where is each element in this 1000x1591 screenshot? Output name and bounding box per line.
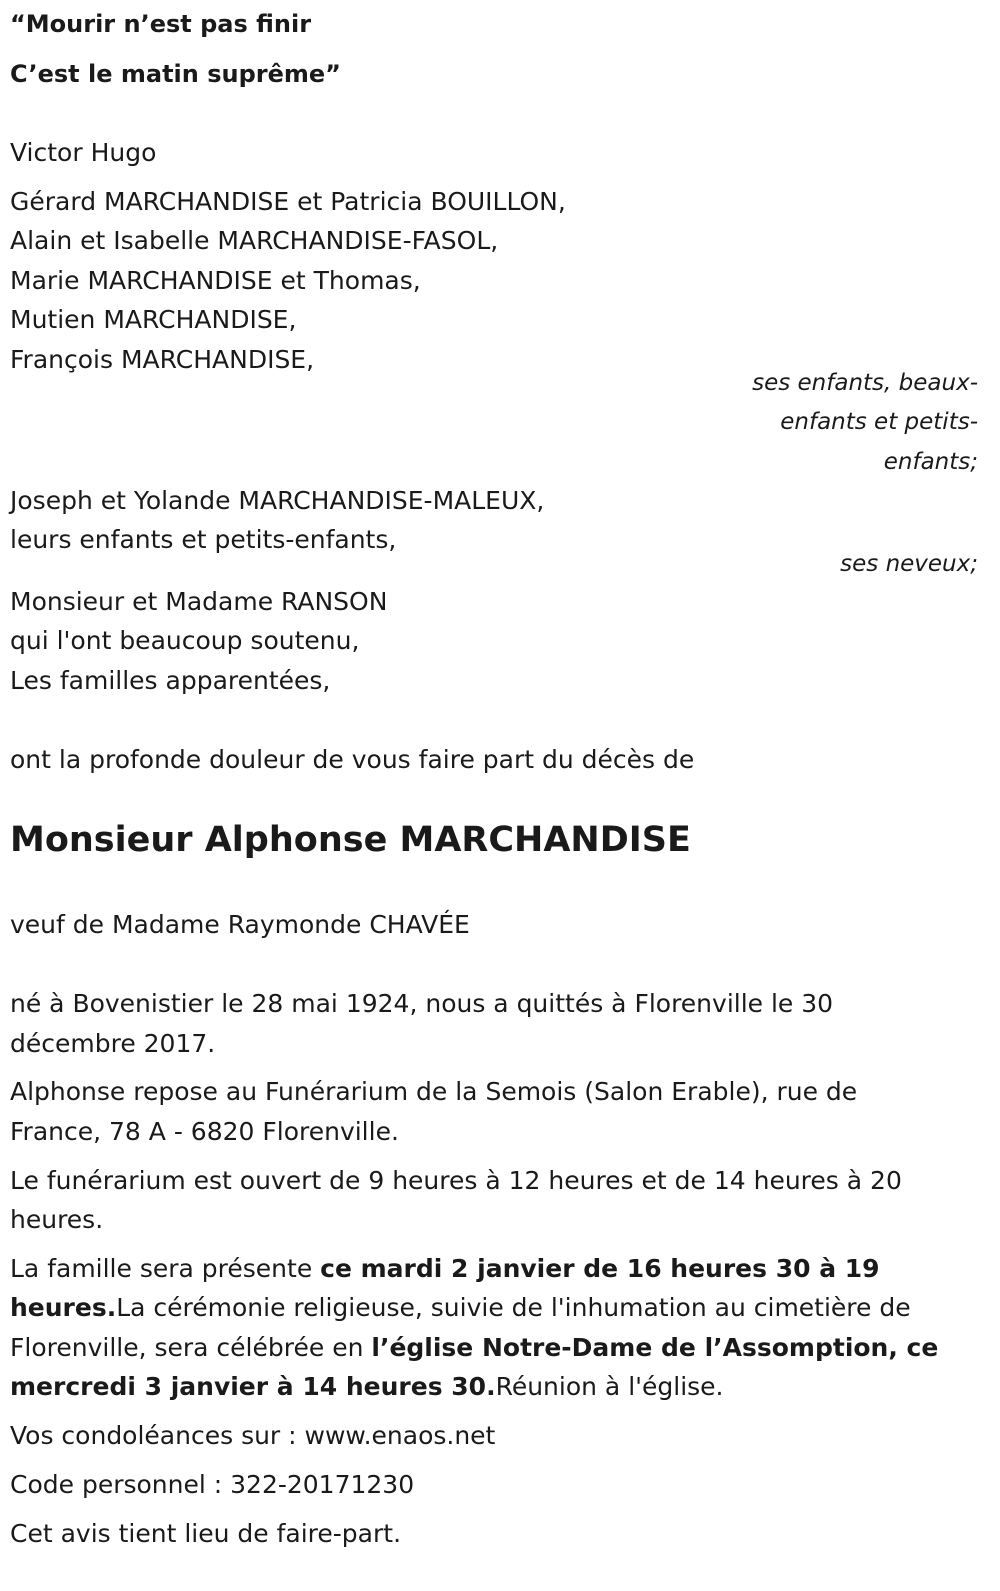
quote-line-1: “Mourir n’est pas finir [10,10,312,38]
ceremony-text: Florenville, sera célébrée en [10,1333,372,1362]
nephews-name: leurs enfants et petits-enfants, [10,525,397,554]
ceremony-line [10,1328,938,1368]
children-relation: enfants; [883,449,978,475]
nephews-name: Joseph et Yolande MARCHANDISE-MALEUX, [10,486,545,515]
hours-line: heures. [10,1205,104,1234]
visitation-time: heures. [10,1293,117,1322]
personal-code: Code personnel : 322-20171230 [10,1470,415,1499]
repose-line: France, 78 A - 6820 Florenville. [10,1117,399,1146]
ceremony-location: l’église Notre-Dame de l’Assomption, ce [371,1333,939,1362]
ceremony-text: La famille sera présente [10,1254,321,1283]
ceremony-line [10,1288,911,1328]
widower-of: veuf de Madame Raymonde CHAVÉE [10,910,470,939]
children-name: Gérard MARCHANDISE et Patricia BOUILLON, [10,187,566,216]
ceremony-text: Réunion à l'église. [495,1372,724,1401]
birth-death-line: né à Bovenistier le 28 mai 1924, nous a quittés à Florenville le 30 [10,989,834,1018]
footer-note: Cet avis tient lieu de faire-part. [10,1519,402,1548]
nephews-relation: ses neveux; [840,551,978,577]
deceased-name: Monsieur Alphonse MARCHANDISE [10,820,691,860]
other-mourner: Les familles apparentées, [10,666,331,695]
children-name: Mutien MARCHANDISE, [10,305,297,334]
quote-line-2: C’est le matin suprême” [10,60,341,88]
ceremony-line [10,1249,880,1289]
ceremony-line [10,1367,724,1407]
announcement: ont la profonde douleur de vous faire part du décès de [10,745,695,774]
other-mourner: qui l'ont beaucoup soutenu, [10,626,360,655]
other-mourner: Monsieur et Madame RANSON [10,587,388,616]
children-relation: ses enfants, beaux- [752,370,978,396]
condolences-line: Vos condoléances sur : www.enaos.net [10,1421,496,1450]
children-name: François MARCHANDISE, [10,345,315,374]
children-name: Alain et Isabelle MARCHANDISE-FASOL, [10,226,499,255]
quote-author: Victor Hugo [10,138,157,167]
hours-line: Le funérarium est ouvert de 9 heures à 12 heures et de 14 heures à 20 [10,1166,902,1195]
birth-death-line: décembre 2017. [10,1029,216,1058]
repose-line: Alphonse repose au Funérarium de la Semois (Salon Erable), rue de [10,1077,858,1106]
children-name: Marie MARCHANDISE et Thomas, [10,266,421,295]
children-relation: enfants et petits- [780,409,978,435]
ceremony-text: La cérémonie religieuse, suivie de l'inhumation au cimetière de [116,1293,911,1322]
ceremony-time: mercredi 3 janvier à 14 heures 30. [10,1372,496,1401]
visitation-time: ce mardi 2 janvier de 16 heures 30 à 19 [320,1254,880,1283]
